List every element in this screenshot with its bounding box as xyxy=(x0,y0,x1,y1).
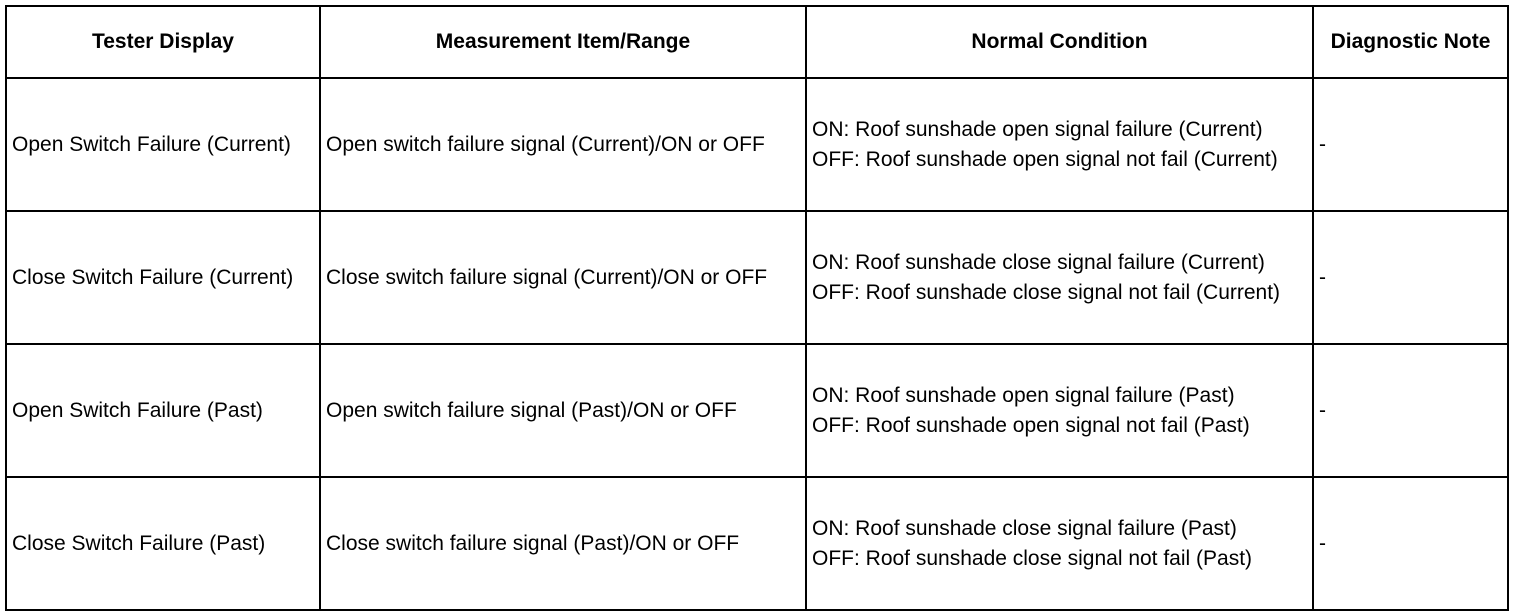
cell-diagnostic-note: - xyxy=(1313,344,1508,477)
cell-measurement: Open switch failure signal (Past)/ON or OFF xyxy=(320,344,806,477)
header-row xyxy=(6,6,1508,78)
table-row xyxy=(6,344,1508,477)
cell-normal-condition xyxy=(806,344,1313,477)
cell-diagnostic-note: - xyxy=(1313,211,1508,344)
table-row xyxy=(6,477,1508,610)
cell-tester-display: Open Switch Failure (Past) xyxy=(6,344,320,477)
header-diagnostic-note: Diagnostic Note xyxy=(1313,6,1508,78)
table-header xyxy=(6,6,1508,78)
table-body xyxy=(6,78,1508,610)
table-row xyxy=(6,211,1508,344)
normal-off-text: OFF: Roof sunshade open signal not fail (Past) xyxy=(812,413,1250,437)
normal-off-text: OFF: Roof sunshade close signal not fail (Current) xyxy=(812,280,1281,304)
header-normal-condition: Normal Condition xyxy=(806,6,1313,78)
diagnostic-data-table xyxy=(5,5,1509,611)
cell-measurement: Close switch failure signal (Past)/ON or OFF xyxy=(320,477,806,610)
cell-measurement: Close switch failure signal (Current)/ON or OFF xyxy=(320,211,806,344)
header-measurement-item-range: Measurement Item/Range xyxy=(320,6,806,78)
normal-on-text: ON: Roof sunshade open signal failure (Past) xyxy=(812,383,1235,407)
cell-diagnostic-note: - xyxy=(1313,477,1508,610)
cell-tester-display: Close Switch Failure (Current) xyxy=(6,211,320,344)
cell-normal-condition xyxy=(806,78,1313,211)
header-tester-display: Tester Display xyxy=(6,6,320,78)
normal-off-text: OFF: Roof sunshade close signal not fail (Past) xyxy=(812,546,1253,570)
cell-normal-condition xyxy=(806,477,1313,610)
cell-tester-display: Close Switch Failure (Past) xyxy=(6,477,320,610)
table-row xyxy=(6,78,1508,211)
cell-diagnostic-note: - xyxy=(1313,78,1508,211)
normal-on-text: ON: Roof sunshade close signal failure (Past) xyxy=(812,516,1237,540)
cell-measurement: Open switch failure signal (Current)/ON or OFF xyxy=(320,78,806,211)
normal-off-text: OFF: Roof sunshade open signal not fail (Current) xyxy=(812,147,1278,171)
cell-tester-display: Open Switch Failure (Current) xyxy=(6,78,320,211)
normal-on-text: ON: Roof sunshade open signal failure (Current) xyxy=(812,117,1263,141)
normal-on-text: ON: Roof sunshade close signal failure (Current) xyxy=(812,250,1265,274)
cell-normal-condition xyxy=(806,211,1313,344)
